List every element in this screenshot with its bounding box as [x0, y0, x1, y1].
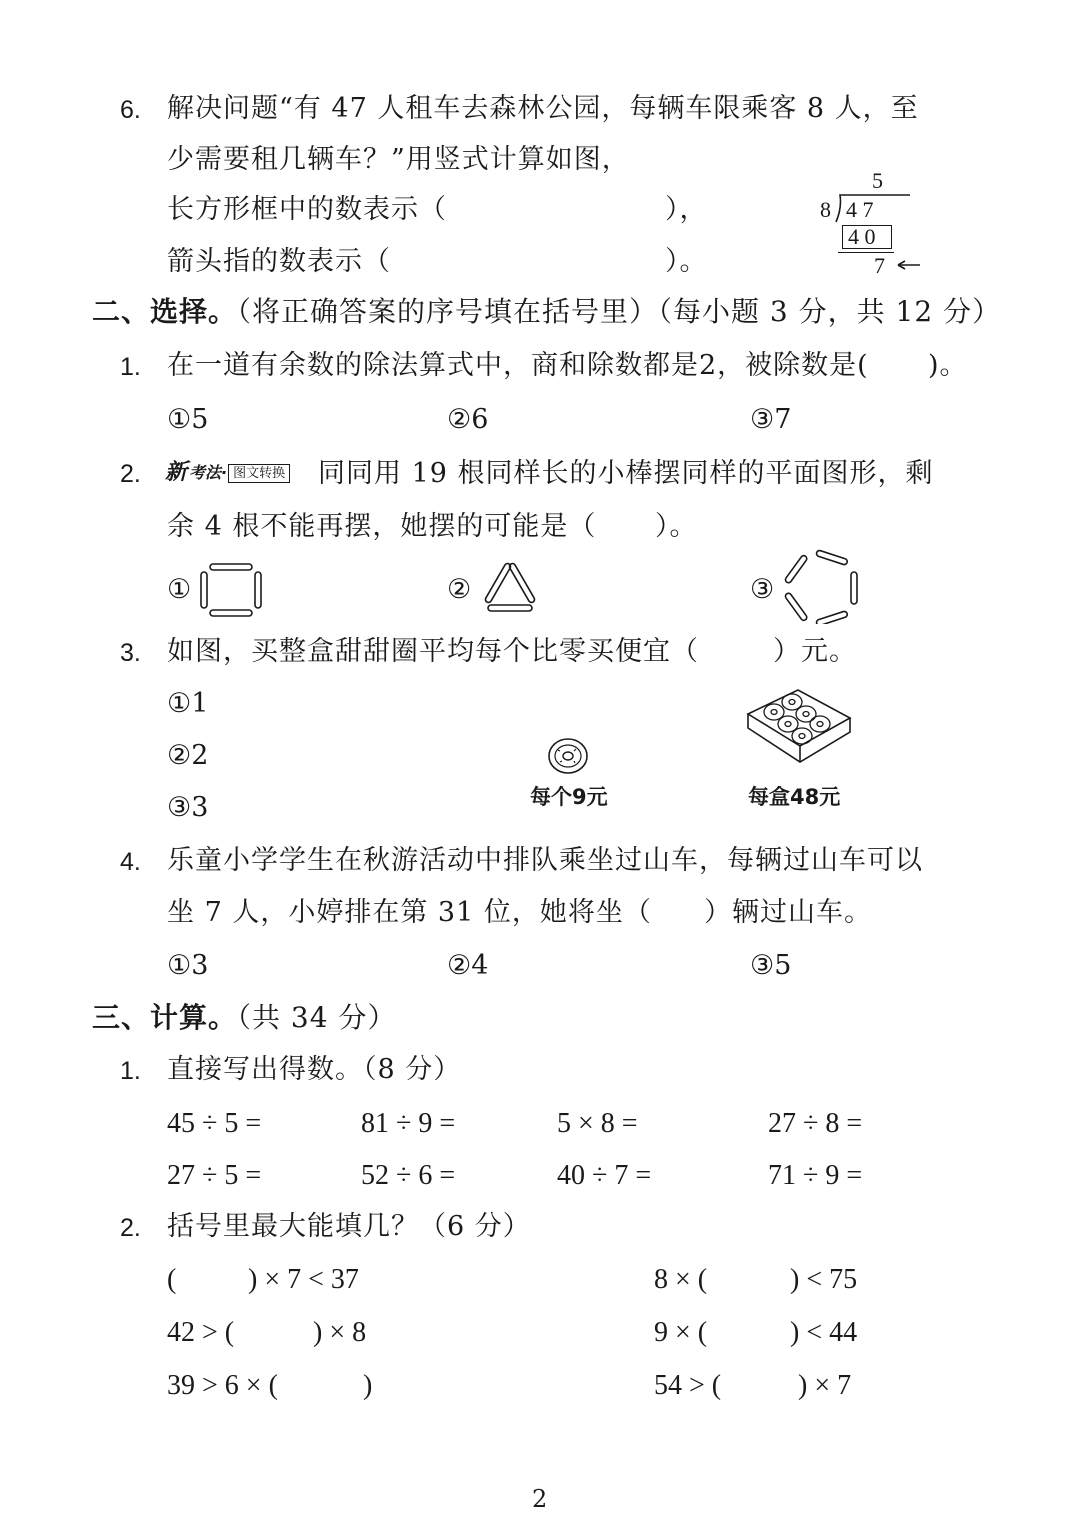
fill-left-3-start: 39 > 6 × ( [167, 1370, 278, 1401]
q6-line1: 解决问题“有 47 人租车去森林公园，每辆车限乘客 8 人，至 [167, 93, 919, 124]
fill-left-2-end: ) × 8 [313, 1317, 367, 1348]
s2-q4-option-2: ②4 [447, 950, 489, 981]
section2-subtitle: （将正确答案的序号填在括号里）（每小题 3 分，共 12 分） [237, 295, 1002, 328]
s2-q3-number: 3. [120, 639, 141, 667]
tag-box: 图文转换 [228, 464, 290, 483]
square-sticks-icon [198, 562, 264, 618]
section3-heading [92, 1001, 397, 1034]
s2-q1-option-1: ①5 [167, 404, 209, 435]
division-remainder: 7 [874, 253, 885, 278]
s2-q2-line1: 同同用 19 根同样长的小棒摆同样的平面图形，剩 [318, 458, 934, 489]
s2-q2-option-1: ① [167, 574, 192, 605]
q6-line3-start: 长方形框中的数表示（ [167, 194, 447, 225]
s3-q2-number: 2. [120, 1214, 141, 1242]
s2-q2-option-2: ② [447, 574, 472, 605]
single-donut-price: 每个9元 [530, 785, 608, 809]
fill-left-1-start: ( [167, 1264, 177, 1295]
s2-q4-option-3: ③5 [750, 950, 792, 981]
s2-q2-line2-start: 余 4 根不能再摆，她摆的可能是（ [167, 511, 597, 542]
q6-number: 6. [120, 96, 141, 124]
s2-q4-line2-start: 坐 7 人，小婷排在第 31 位，她将坐（ [167, 897, 652, 928]
q6-line4-start: 箭头指的数表示（ [167, 246, 391, 277]
fill-right-3-start: 54 > ( [654, 1370, 722, 1401]
section2-title: 二、选择。 [92, 295, 238, 328]
calc-r2-c4: 71 ÷ 9 = [768, 1160, 863, 1191]
page-number: 2 [532, 1485, 548, 1513]
fill-right-3-end: ) × 7 [798, 1370, 852, 1401]
section2-heading [92, 295, 1002, 328]
tag-xin: 新 [165, 460, 188, 485]
s2-q1-text-start: 在一道有余数的除法算式中，商和除数都是2，被除数是( [167, 350, 869, 381]
calc-r1-c2: 81 ÷ 9 = [361, 1108, 456, 1139]
s3-q2-text: 括号里最大能填几？（6 分） [167, 1211, 531, 1242]
calc-r2-c2: 52 ÷ 6 = [361, 1160, 456, 1191]
division-quotient: 5 [872, 168, 883, 193]
calc-r2-c3: 40 ÷ 7 = [557, 1160, 652, 1191]
s2-q3-option-2: ②2 [167, 740, 209, 771]
s2-q4-number: 4. [120, 848, 141, 876]
s2-q4-line2-end: ）辆过山车。 [704, 897, 872, 928]
s2-q1-option-2: ②6 [447, 404, 489, 435]
s2-q1-option-3: ③7 [750, 404, 792, 435]
s2-q4-option-1: ①3 [167, 950, 209, 981]
fill-right-2-start: 9 × ( [654, 1317, 708, 1348]
pentagon-sticks-icon [782, 548, 862, 624]
tag-kaofa: 考法· [189, 463, 228, 482]
fill-left-1-end: ) × 7 < 37 [248, 1264, 359, 1295]
q6-line3-end: ）， [665, 194, 708, 225]
fill-left-3-end: ) [363, 1370, 373, 1401]
q6-line4-end: ）。 [665, 246, 708, 277]
s2-q3-option-1: ①1 [167, 688, 209, 719]
donut-icon [546, 736, 590, 776]
s2-q2-line2-end: ）。 [655, 511, 698, 542]
s3-q1-text: 直接写出得数。（8 分） [167, 1054, 462, 1085]
calc-r1-c3: 5 × 8 = [557, 1108, 638, 1139]
s2-q2-option-3: ③ [750, 574, 775, 605]
triangle-sticks-icon [482, 560, 538, 614]
s2-q3-option-3: ③3 [167, 792, 209, 823]
s2-q3-text-end: ）元。 [773, 636, 857, 667]
fill-right-1-end: ) < 75 [790, 1264, 858, 1295]
division-dividend: 4 7 [846, 197, 874, 222]
s2-q1-text-end: )。 [928, 350, 968, 381]
section3-title: 三、计算。 [92, 1001, 238, 1034]
calc-r2-c1: 27 ÷ 5 = [167, 1160, 262, 1191]
s2-q4-line1: 乐童小学学生在秋游活动中排队乘坐过山车，每辆过山车可以 [167, 845, 923, 876]
donut-box-icon [744, 684, 854, 780]
s2-q1-number: 1. [120, 353, 141, 381]
s2-q3-text-start: 如图，买整盒甜甜圈平均每个比零买便宜（ [167, 636, 699, 667]
s2-q2-number: 2. [120, 460, 141, 488]
division-product: 4 0 [848, 224, 876, 249]
arrow-left-icon [894, 258, 922, 272]
section3-subtitle: （共 34 分） [237, 1001, 397, 1034]
division-divisor: 8 [820, 197, 831, 222]
fill-right-1-start: 8 × ( [654, 1264, 708, 1295]
s3-q1-number: 1. [120, 1057, 141, 1085]
calc-r1-c4: 27 ÷ 8 = [768, 1108, 863, 1139]
new-exam-tag [165, 460, 290, 486]
fill-right-2-end: ) < 44 [790, 1317, 858, 1348]
division-subtract-line [838, 252, 894, 253]
box-donut-price: 每盒48元 [748, 785, 841, 809]
long-division-diagram [812, 168, 932, 280]
calc-r1-c1: 45 ÷ 5 = [167, 1108, 262, 1139]
fill-left-2-start: 42 > ( [167, 1317, 235, 1348]
q6-line2: 少需要租几辆车？”用竖式计算如图， [167, 144, 630, 175]
